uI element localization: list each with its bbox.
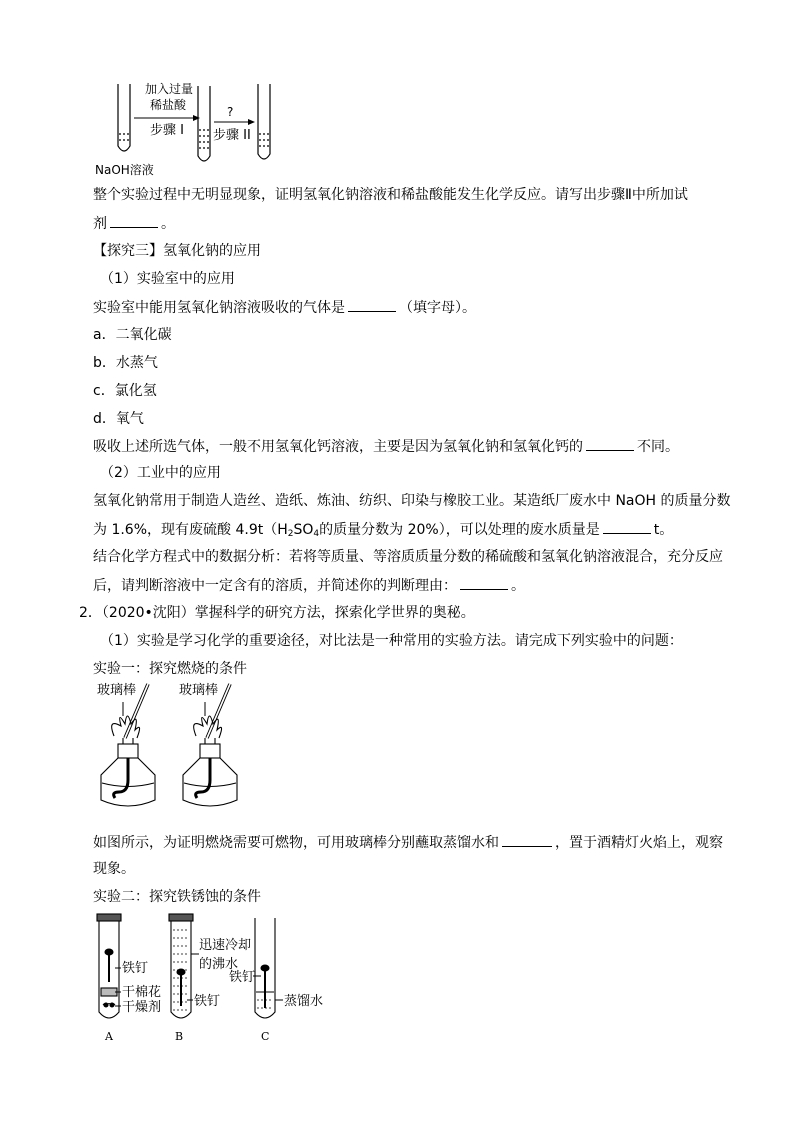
text-l2b: 。 xyxy=(161,216,175,232)
test-tube-1 xyxy=(118,84,130,151)
text-line-15 xyxy=(93,575,525,596)
answer-blank-combustible[interactable] xyxy=(502,832,552,847)
alcohol-lamp-left xyxy=(101,684,155,806)
experiment-2-title: 实验二：探究铁锈蚀的条件 xyxy=(93,889,261,905)
test-tube-3 xyxy=(258,84,270,159)
text-line-10 xyxy=(93,436,679,457)
step1-label: 步骤 I xyxy=(150,123,184,138)
test-tube-c xyxy=(255,918,275,1018)
figure-naoh-steps xyxy=(90,78,290,176)
figure-iron-rust xyxy=(95,910,345,1045)
text-l13s: SO xyxy=(293,522,314,538)
text-line-1: 整个实验过程中无明显现象，证明氢氧化钠溶液和稀盐酸能发生化学反应。请写出步骤Ⅱ中所加试 xyxy=(93,187,688,203)
text-l20a: 如图所示，为证明燃烧需要可燃物，可用玻璃棒分别蘸取蒸馏水和 xyxy=(93,835,499,851)
option-b: b．水蒸气 xyxy=(93,355,158,371)
text-l13b: 的质量分数为 20%），可以处理的废水质量是 xyxy=(319,522,600,538)
subsection-lab-use: （1）实验室中的应用 xyxy=(100,271,235,287)
nail-label-a: 铁钉 xyxy=(122,961,149,976)
test-tube-2 xyxy=(198,86,210,161)
answer-blank-gas[interactable] xyxy=(348,297,396,312)
section-title-explore3: 【探究三】氢氧化钠的应用 xyxy=(93,243,261,259)
text-line-20 xyxy=(93,832,723,853)
glass-rod-label-right: 玻璃棒 xyxy=(179,683,219,698)
text-l10b: 不同。 xyxy=(637,439,679,455)
text-line-2 xyxy=(93,213,175,234)
answer-blank-solubility[interactable] xyxy=(586,436,634,451)
text-l15b: 。 xyxy=(511,578,525,594)
text-line-13 xyxy=(93,519,673,544)
test-tube-b xyxy=(169,914,193,1018)
answer-blank-reagent[interactable] xyxy=(110,213,158,228)
text-l13c: t。 xyxy=(653,522,674,538)
subscript-2: 2 xyxy=(287,529,294,539)
step2-label: 步骤 II xyxy=(213,128,251,143)
figure-alcohol-lamps xyxy=(95,680,275,815)
nail-label-b: 铁钉 xyxy=(194,994,221,1009)
tube-label-c: C xyxy=(261,1030,270,1043)
subscript-4: 4 xyxy=(313,529,320,539)
text-l20b: ，置于酒精灯火焰上，观察 xyxy=(555,835,723,851)
question-2-part-1: （1）实验是学习化学的重要途径，对比法是一种常用的实验方法。请完成下列实验中的问题： xyxy=(100,633,683,649)
text-line-14: 结合化学方程式中的数据分析：若将等质量、等溶质质量分数的稀硫酸和氢氧化钠溶液混合，充分反应 xyxy=(93,549,723,565)
boiled-water-label-2: 的沸水 xyxy=(199,957,239,972)
step1-label-top: 加入过量 xyxy=(145,82,194,96)
option-c: c．氯化氢 xyxy=(93,383,157,399)
text-l10a: 吸收上述所选气体，一般不用氢氧化钙溶液，主要是因为氢氧化钠和氢氧化钙的 xyxy=(93,439,583,455)
desiccant-label: 干燥剂 xyxy=(122,1000,162,1015)
test-tube-a xyxy=(97,914,121,1018)
question-2-title: 2．（2020•沈阳）掌握科学的研究方法，探索化学世界的奥秘。 xyxy=(79,605,475,621)
distilled-water-label: 蒸馏水 xyxy=(284,994,324,1009)
naoh-solution-label: NaOH溶液 xyxy=(95,163,154,176)
answer-blank-mass[interactable] xyxy=(603,519,651,534)
boiled-water-label-1: 迅速冷却 xyxy=(199,938,252,953)
glass-rod-label-left: 玻璃棒 xyxy=(97,683,137,698)
step2-question-mark: ? xyxy=(227,105,234,119)
experiment-1-title: 实验一：探究燃烧的条件 xyxy=(93,661,247,677)
step1-label-reagent: 稀盐酸 xyxy=(150,98,187,112)
text-l2a: 剂 xyxy=(93,216,107,232)
text-line-21: 现象。 xyxy=(93,861,135,877)
cotton-label: 干棉花 xyxy=(122,985,162,1000)
alcohol-lamp-right xyxy=(183,684,237,806)
nail-label-c: 铁钉 xyxy=(229,970,256,985)
tube-label-a: A xyxy=(105,1030,113,1043)
text-l5b: （填字母）。 xyxy=(399,300,476,316)
subsection-industry-use: （2）工业中的应用 xyxy=(100,465,221,481)
tube-label-b: B xyxy=(175,1030,184,1043)
text-line-5 xyxy=(93,297,476,318)
text-l15a: 后，请判断溶液中一定含有的溶质，并简述你的判断理由： xyxy=(93,578,457,594)
option-d: d．氧气 xyxy=(93,411,144,427)
text-l13a: 为 1.6%，现有废硫酸 4.9t（H xyxy=(93,522,288,538)
option-a: a．二氧化碳 xyxy=(93,327,172,343)
answer-blank-solute[interactable] xyxy=(460,575,508,590)
text-l5a: 实验室中能用氢氧化钠溶液吸收的气体是 xyxy=(93,300,345,316)
text-line-12: 氢氧化钠常用于制造人造丝、造纸、炼油、纺织、印染与橡胶工业。某造纸厂废水中 NaOH 的质量分数 xyxy=(93,493,731,509)
